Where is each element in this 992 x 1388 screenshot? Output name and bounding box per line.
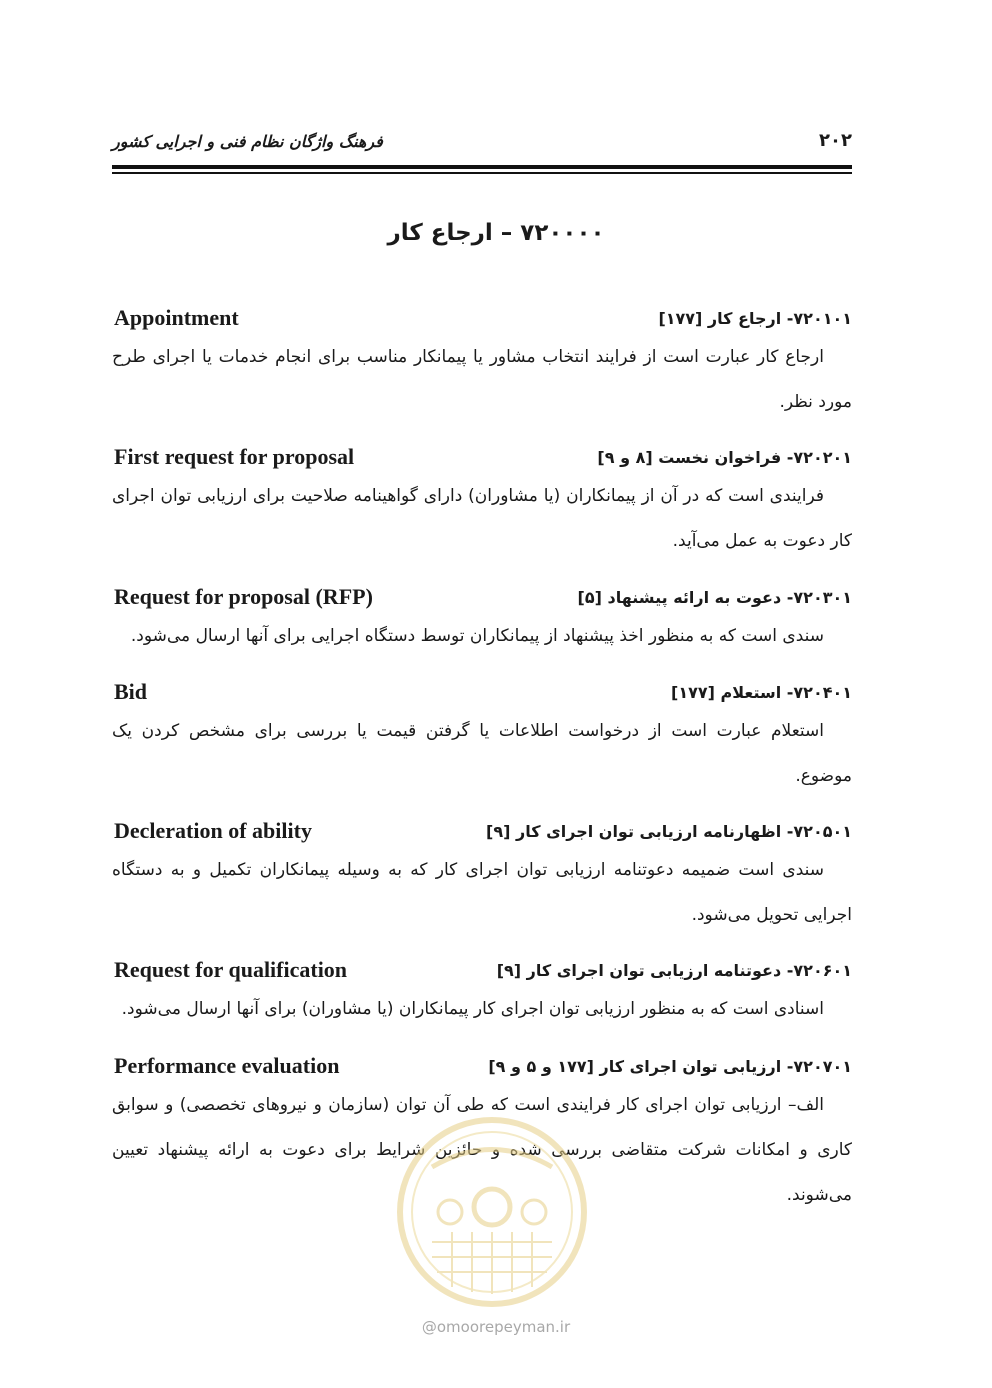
book-title: فرهنگ واژگان نظام فنی و اجرایی کشور [112,132,383,151]
watermark-url: @omoorepeyman.ir [421,1318,571,1336]
term-english: Bid [114,679,148,704]
term-persian: ۷۲۰۱۰۱- ارجاع کار [۱۷۷] [658,309,852,328]
glossary-entry [112,444,852,564]
term-definition: فرایندی است که در آن از پیمانکاران (یا مشاوران) دارای گواهینامه صلاحیت برای ارزیابی توان اجرای کار دعوت به عمل می‌آید. [112,486,852,551]
term-english: Decleration of ability [114,818,312,843]
header-rule-thin [112,172,852,174]
entry-heading [112,679,852,707]
term-definition: اسنادی است که به منظور ارزیابی توان اجرای کار پیمانکاران (یا مشاوران) برای آنها ارسال می‌شود. [121,999,824,1019]
entry-heading [112,1053,852,1081]
term-definition: استعلام عبارت است از درخواست اطلاعات یا گرفتن قیمت یا بررسی برای مشخص کردن یک موضوع. [112,721,852,786]
entry-heading [112,957,852,985]
chapter-title: ۷۲۰۰۰۰ – ارجاع کار [387,220,605,246]
entry-heading [112,818,852,846]
term-definition: سندی است که به منظور اخذ پیشنهاد از پیمانکاران توسط دستگاه اجرایی برای آنها ارسال می‌شود. [130,626,824,646]
term-english: Request for proposal (RFP) [114,584,373,609]
running-header [112,128,852,158]
glossary-entry [112,679,852,799]
entry-heading [112,444,852,472]
term-persian: ۷۲۰۳۰۱- دعوت به ارائه پیشنهاد [۵] [577,588,852,607]
term-english: Appointment [114,305,239,330]
entry-heading [112,305,852,333]
term-persian: ۷۲۰۵۰۱- اظهارنامه ارزیابی توان اجرای کار [۹] [486,822,852,841]
glossary-entry [112,584,852,659]
term-english: First request for proposal [114,444,355,469]
page-number: ۲۰۲ [819,130,852,151]
term-english: Request for qualification [114,957,348,982]
term-persian: ۷۲۰۴۰۱- استعلام [۱۷۷] [671,683,852,702]
term-persian: ۷۲۰۶۰۱- دعوتنامه ارزیابی توان اجرای کار [۹] [496,961,852,980]
term-definition: سندی است ضمیمه دعوتنامه ارزیابی توان اجرای کار که به وسیله پیمانکاران تکمیل و به دستگاه اجرایی تحویل می‌شود. [112,860,852,925]
glossary-entry [112,305,852,425]
entry-heading [112,584,852,612]
term-english: Performance evaluation [114,1053,340,1078]
term-persian: ۷۲۰۲۰۱- فراخوان نخست [۸ و ۹] [597,448,852,467]
term-definition: الف– ارزیابی توان اجرای کار فرایندی است که طی آن توان (سازمان و نیروهای تخصصی) و سوابق کاری و امکانات شرکت متقاضی بررسی شده و حائزین شرایط برای دعوت به ارائه پیشنهاد تعیین می‌شوند. [112,1095,852,1205]
watermark-logo [392,1112,592,1312]
glossary-entry [112,818,852,938]
term-persian: ۷۲۰۷۰۱- ارزیابی توان اجرای کار [۱۷۷ و ۵ و ۹] [488,1057,852,1076]
term-definition: ارجاع کار عبارت است از فرایند انتخاب مشاور یا پیمانکار مناسب برای انجام خدمات یا اجرای طرح مورد نظر. [112,347,852,412]
glossary-entry [112,957,852,1032]
header-rule-thick [112,165,852,169]
